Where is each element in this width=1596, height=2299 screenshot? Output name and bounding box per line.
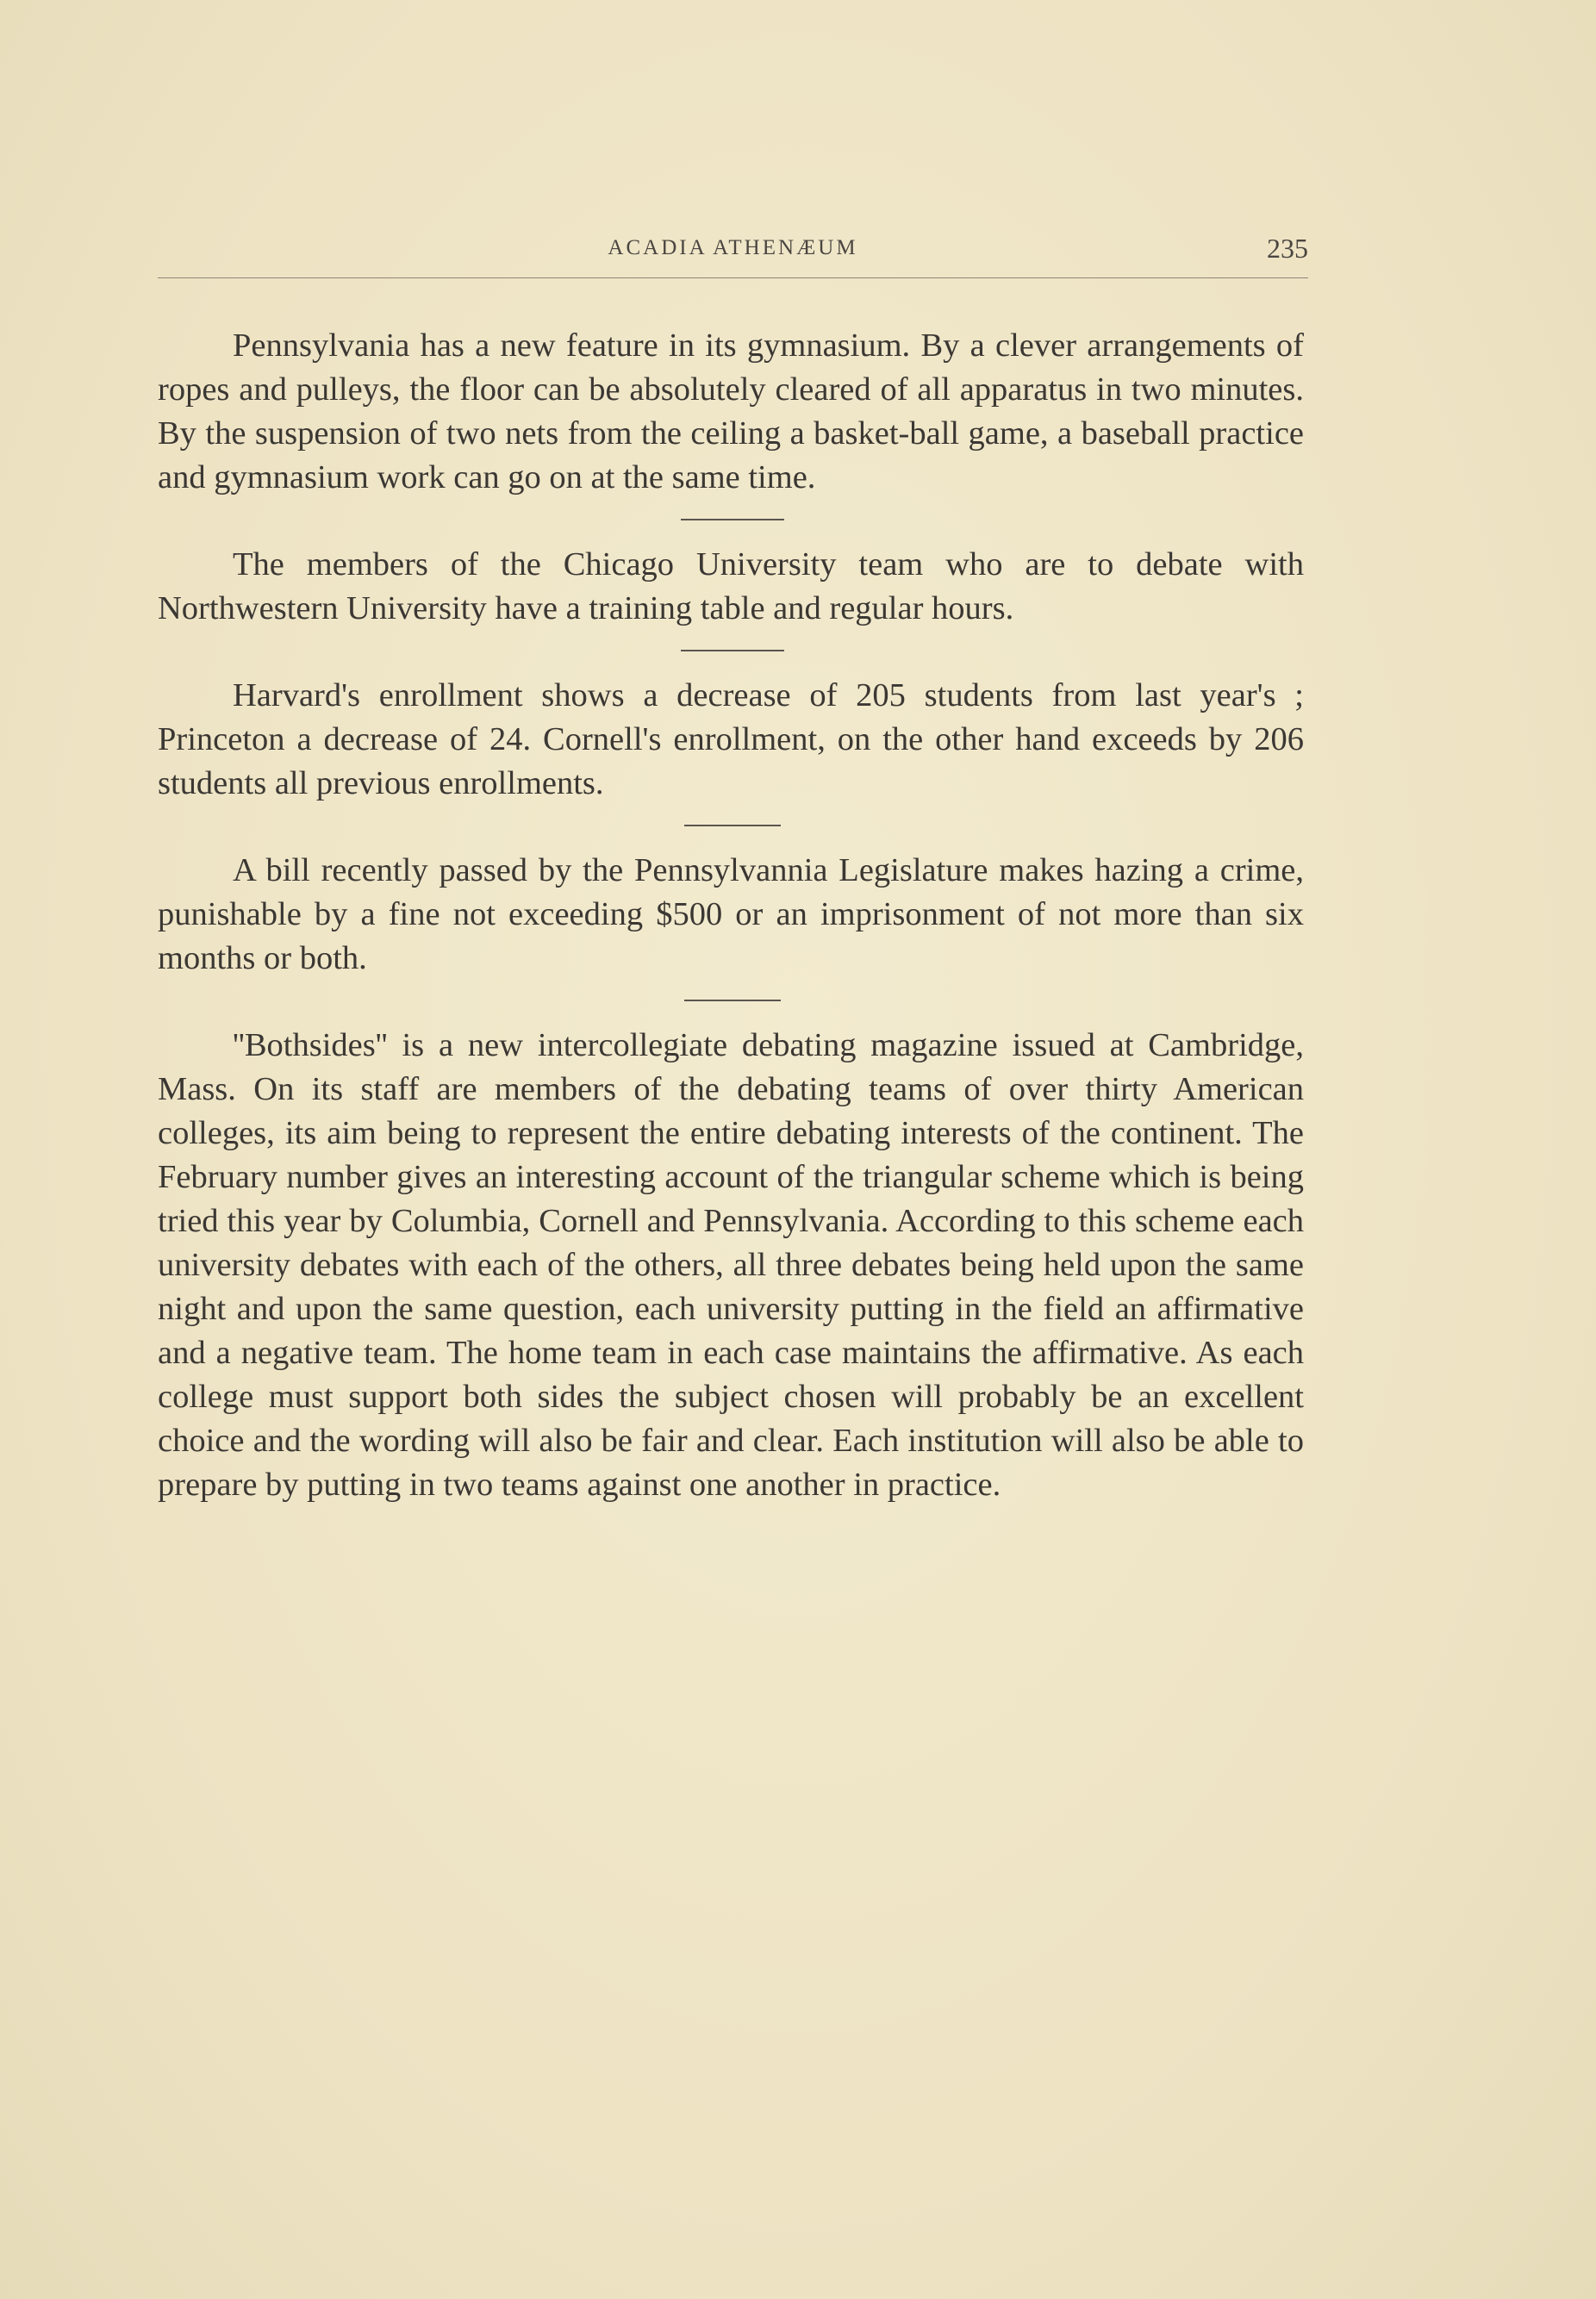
page-header [158,233,1308,271]
separator-rule [684,825,781,826]
separator-rule [681,519,784,520]
separator-rule [684,1000,781,1001]
separator-rule [681,650,784,651]
header-rule [158,277,1308,278]
page-number: 235 [1267,233,1308,264]
paragraph-bothsides: ''Bothsides'' is a new intercollegiate debating magazine issued at Cambridge, Mass. On its staff are members of the debating teams of over thirty American colleges, its aim being to represent the entire debating interests of the continent. The February number gives an interesting account of the triangular scheme which is being tried this year by Columbia, Cornell and Pennsylvania. According to this scheme each university debates with each of the others, all three debates being held upon the same night and upon the same question, each university putting in the field an affirmative and a negative team. The home team in each case maintains the affirmative. As each college must support both sides the subject chosen will probably be an excellent choice and the wording will also be fair and clear. Each institution will also be able to prepare by putting in two teams against one another in practice. [158,1027,1304,1503]
running-head: ACADIA ATHENÆUM [608,236,858,259]
paragraph-gymnasium: Pennsylvania has a new feature in its gymnasium. By a clever arrangements of ropes and pulleys, the floor can be absolutely cleared of all apparatus in two minutes. By the suspension of two nets from the ceiling a basket-ball game, a baseball practice and gymnasium work can go on at the same time. [158,327,1304,495]
paragraph-chicago-debate: The members of the Chicago University team who are to debate with Northwestern University have a training table and regular hours. [158,546,1304,626]
paragraph-enrollment: Harvard's enrollment shows a decrease of 205 students from last year's ; Princeton a decrease of 24. Cornell's enrollment, on the other hand exceeds by 206 students all previous enrollments. [158,677,1304,801]
paragraph-hazing-bill: A bill recently passed by the Pennsylvannia Legislature makes hazing a crime, punishable by a fine not exceeding $500 or an imprisonment of not more than six months or both. [158,852,1304,976]
article-body [158,324,1304,1507]
